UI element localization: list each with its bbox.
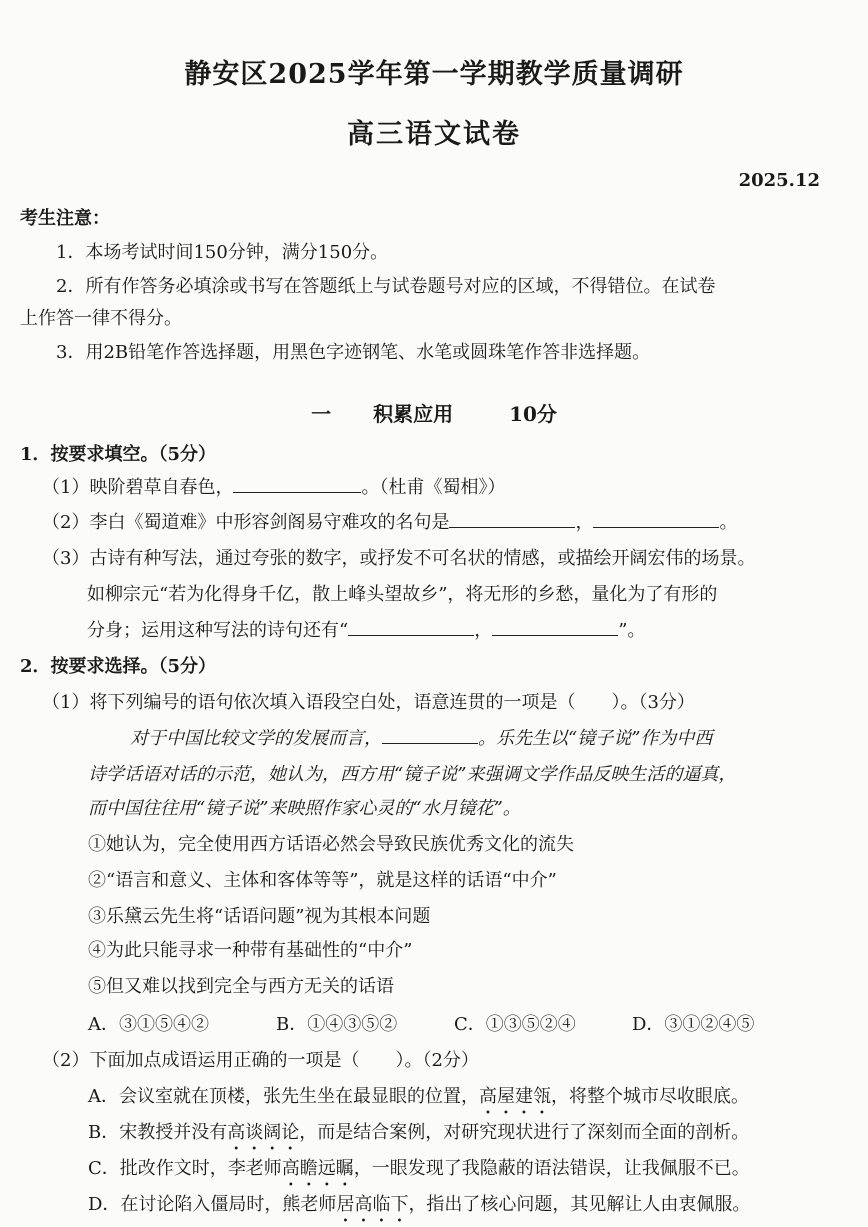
q2-sub1-options — [88, 1010, 754, 1036]
answer-blank[interactable] — [449, 511, 575, 528]
q1-part3-end: ”。 — [618, 620, 646, 641]
emphasis-char: 临 — [372, 1194, 391, 1215]
answer-blank[interactable] — [233, 476, 361, 493]
option-c[interactable]: C．①③⑤②④ — [454, 1014, 576, 1035]
emphasis-char: 阔 — [263, 1122, 282, 1143]
choice-text: ，将整个城市尽收眼底。 — [551, 1086, 749, 1107]
passage-blank — [382, 727, 478, 744]
dotted-idiom — [336, 1194, 408, 1215]
passage-line-2: 诗学话语对话的示范，她认为，西方用“镜子说”来强调文学作品反映生活的逼真， — [88, 764, 737, 785]
choice-text: ，一眼发现了我隐蔽的语法错误，让我佩服不已。 — [353, 1158, 750, 1179]
q1-part1-source: 。（杜甫《蜀相》） — [361, 477, 506, 498]
emphasis-char: 下 — [390, 1194, 409, 1215]
sentence-2: ②“语言和意义、主体和客体等等”，就是这样的话语“中介” — [88, 870, 557, 891]
q1-heading: 1．按要求填空。（5分） — [20, 444, 217, 465]
q1-part1 — [42, 473, 505, 499]
passage-line-1 — [130, 724, 712, 750]
emphasis-char: 屋 — [497, 1086, 515, 1107]
emphasis-char: 高 — [281, 1158, 300, 1179]
q2-sub2-stem: （2）下面加点成语运用正确的一项是（ ）。（2分） — [42, 1050, 479, 1071]
answer-blank[interactable] — [593, 511, 719, 528]
choice-c[interactable] — [88, 1154, 750, 1180]
q1-part2-end: 。 — [719, 512, 738, 533]
emphasis-char: 瞻 — [299, 1158, 318, 1179]
exam-subtitle: 高三语文试卷 — [347, 119, 521, 150]
answer-blank[interactable] — [492, 619, 618, 636]
sentence-5: ⑤但又难以找到完全与西方无关的话语 — [88, 976, 394, 997]
dotted-idiom — [227, 1122, 299, 1143]
sentence-1: ①她认为，完全使用西方话语必然会导致民族优秀文化的流失 — [88, 834, 574, 855]
notice-item-3: 3．用2B铅笔作答选择题，用黑色字迹钢笔、水笔或圆珠笔作答非选择题。 — [56, 342, 651, 363]
section-number: 一 — [311, 402, 332, 426]
section-score: 10分 — [509, 402, 557, 426]
q2-sub1-stem: （1）将下列编号的语句依次填入语段空白处，语意连贯的一项是（ ）。（3分） — [42, 692, 695, 713]
emphasis-char: 瓴 — [533, 1086, 551, 1107]
notice-item-1: 1．本场考试时间150分钟，满分150分。 — [56, 242, 389, 263]
choice-text: C．批改作文时，李老师 — [88, 1158, 282, 1179]
choice-d[interactable] — [88, 1190, 750, 1216]
choice-text: D．在讨论陷入僵局时，熊老师 — [88, 1194, 337, 1215]
q1-part3-line3 — [87, 616, 645, 642]
emphasis-char: 高 — [479, 1086, 497, 1107]
choice-b[interactable] — [88, 1118, 749, 1144]
q1-part3-line1: （3）古诗有种写法，通过夸张的数字，或抒发不可名状的情感，或描绘开阔宏伟的场景。 — [42, 548, 756, 569]
section-name: 积累应用 — [373, 402, 454, 426]
emphasis-char: 建 — [515, 1086, 533, 1107]
answer-blank[interactable] — [348, 619, 474, 636]
dotted-idiom — [479, 1086, 551, 1107]
choice-text: ，指出了核心问题，其见解让人由衷佩服。 — [408, 1194, 751, 1215]
passage-text: 。乐先生以“镜子说”作为中西 — [478, 728, 713, 749]
dotted-idiom — [282, 1158, 354, 1179]
notice-item-2: 2．所有作答务必填涂或书写在答题纸上与试卷题号对应的区域，不得错位。在试卷 — [56, 276, 716, 297]
q1-part3-line2: 如柳宗元“若为化得身千亿，散上峰头望故乡”，将无形的乡愁，量化为了有形的 — [87, 584, 718, 605]
emphasis-char: 高 — [354, 1194, 373, 1215]
q1-part2-text: （2）李白《蜀道难》中形容剑阁易守难攻的名句是 — [42, 512, 450, 533]
option-b[interactable]: B．①④③⑤② — [276, 1014, 398, 1035]
exam-title: 静安区2025学年第一学期教学质量调研 — [184, 59, 684, 90]
emphasis-char: 居 — [336, 1194, 355, 1215]
choice-a[interactable] — [88, 1082, 749, 1108]
exam-date: 2025.12 — [738, 170, 820, 191]
passage-text: 对于中国比较文学的发展而言， — [130, 728, 382, 749]
choice-text: A．会议室就在顶楼，张先生坐在最显眼的位置， — [88, 1086, 479, 1107]
emphasis-char: 高 — [227, 1122, 246, 1143]
q1-part3-comma: ， — [474, 620, 493, 641]
sentence-4: ④为此只能寻求一种带有基础性的“中介” — [88, 940, 413, 961]
passage-line-3: 而中国往往用“镜子说”来映照作家心灵的“水月镜花”。 — [88, 798, 521, 819]
sentence-3: ③乐黛云先生将“话语问题”视为其根本问题 — [88, 906, 431, 927]
emphasis-char: 谈 — [245, 1122, 264, 1143]
option-a[interactable]: A．③①⑤④② — [88, 1014, 209, 1035]
section-heading — [0, 398, 868, 427]
q1-part1-text: （1）映阶碧草自春色， — [42, 477, 234, 498]
q1-part2 — [42, 508, 737, 534]
emphasis-char: 论 — [281, 1122, 300, 1143]
emphasis-char: 远 — [317, 1158, 336, 1179]
option-d[interactable]: D．③①②④⑤ — [632, 1014, 755, 1035]
emphasis-char: 瞩 — [335, 1158, 354, 1179]
q1-part3-text: 分身；运用这种写法的诗句还有“ — [87, 620, 349, 641]
choice-text: B．宋教授并没有 — [88, 1122, 228, 1143]
choice-text: ，而是结合案例，对研究现状进行了深刻而全面的剖析。 — [299, 1122, 750, 1143]
q1-part2-comma: ， — [575, 512, 594, 533]
notice-item-2-cont: 上作答一律不得分。 — [20, 308, 182, 329]
notice-heading: 考生注意： — [20, 208, 110, 229]
q2-heading: 2．按要求选择。（5分） — [20, 656, 217, 677]
